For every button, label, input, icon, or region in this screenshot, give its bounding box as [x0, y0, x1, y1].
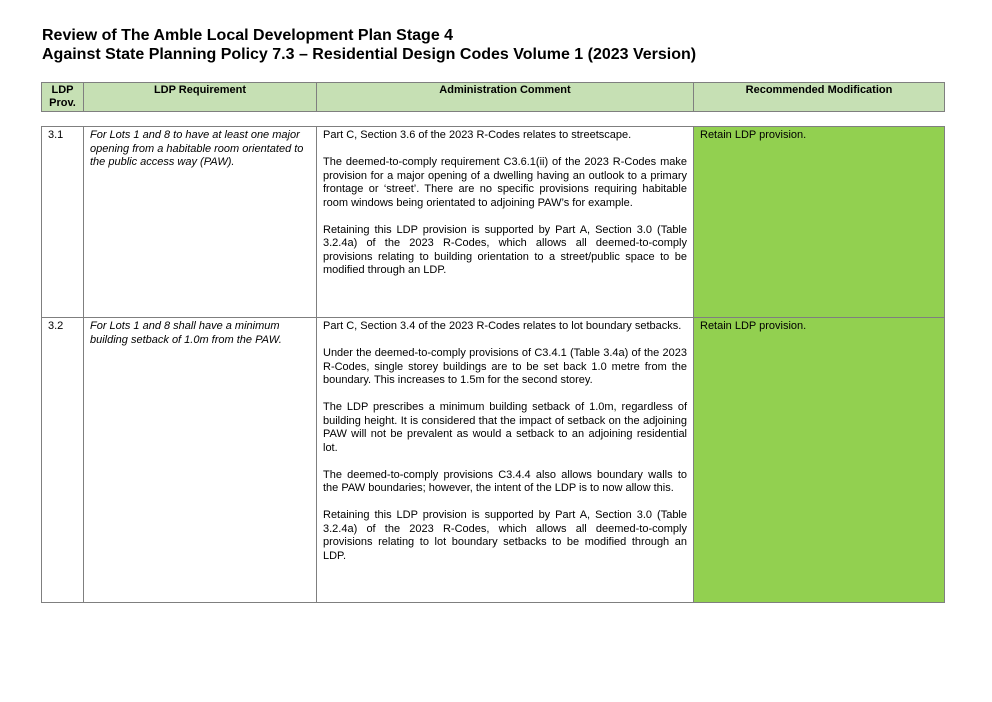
recommended-modification: Retain LDP provision. [694, 318, 945, 603]
comment-paragraph: Retaining this LDP provision is supported by Part A, Section 3.0 (Table 3.2.4a) of the 2023 R-Codes, which allows all deemed-to-comply provisions relating to lot boundary setbacks to be modified through an LDP. [323, 509, 687, 562]
header-row [42, 83, 945, 112]
document-title [42, 26, 696, 64]
ldp-requirement: For Lots 1 and 8 to have at least one major opening from a habitable room orientated to the public access way (PAW). [84, 127, 317, 318]
prov-number: 3.1 [42, 127, 84, 318]
comment-paragraph: The LDP prescribes a minimum building setback of 1.0m, regardless of building height. It is considered that the impact of setback on the adjoining PAW will not be prevalent as would a setback to an adjoining residential lot. [323, 401, 687, 454]
table-row [42, 127, 945, 318]
comment-paragraph: Part C, Section 3.4 of the 2023 R-Codes relates to lot boundary setbacks. [323, 320, 682, 332]
comment-paragraph: The deemed-to-comply requirement C3.6.1(ii) of the 2023 R-Codes make provision for a major opening of a dwelling having an outlook to a primary frontage or ‘street’. There are no specific provisions requiring habitable room windows being orientated to adjoining PAW’s for example. [323, 156, 687, 209]
header-comment: Administration Comment [317, 83, 694, 112]
administration-comment [317, 127, 694, 318]
header-requirement: LDP Requirement [84, 83, 317, 112]
header-table [41, 82, 945, 112]
administration-comment [317, 318, 694, 603]
recommended-modification: Retain LDP provision. [694, 127, 945, 318]
title-line-2: Against State Planning Policy 7.3 – Residential Design Codes Volume 1 (2023 Version) [42, 46, 697, 63]
review-table [41, 126, 945, 603]
table-row [42, 318, 945, 603]
comment-paragraph: The deemed-to-comply provisions C3.4.4 also allows boundary walls to the PAW boundaries; however, the intent of the LDP is to now allow this. [323, 468, 687, 494]
comment-paragraph: Under the deemed-to-comply provisions of C3.4.1 (Table 3.4a) of the 2023 R-Codes, single storey buildings are to be set back 1.0 metre from the boundary. This increases to 1.5m for the second storey. [323, 347, 687, 386]
title-line-1: Review of The Amble Local Development Plan Stage 4 [42, 27, 454, 44]
ldp-requirement: For Lots 1 and 8 shall have a minimum building setback of 1.0m from the PAW. [84, 318, 317, 603]
comment-paragraph: Part C, Section 3.6 of the 2023 R-Codes relates to streetscape. [323, 129, 632, 141]
header-prov: LDP Prov. [42, 83, 84, 112]
comment-paragraph: Retaining this LDP provision is supported by Part A, Section 3.0 (Table 3.2.4a) of the 2023 R-Codes, which allows all deemed-to-comply provisions relating to building orientation to a street/public space to be modified through an LDP. [323, 223, 687, 276]
header-modification: Recommended Modification [694, 83, 945, 112]
prov-number: 3.2 [42, 318, 84, 603]
